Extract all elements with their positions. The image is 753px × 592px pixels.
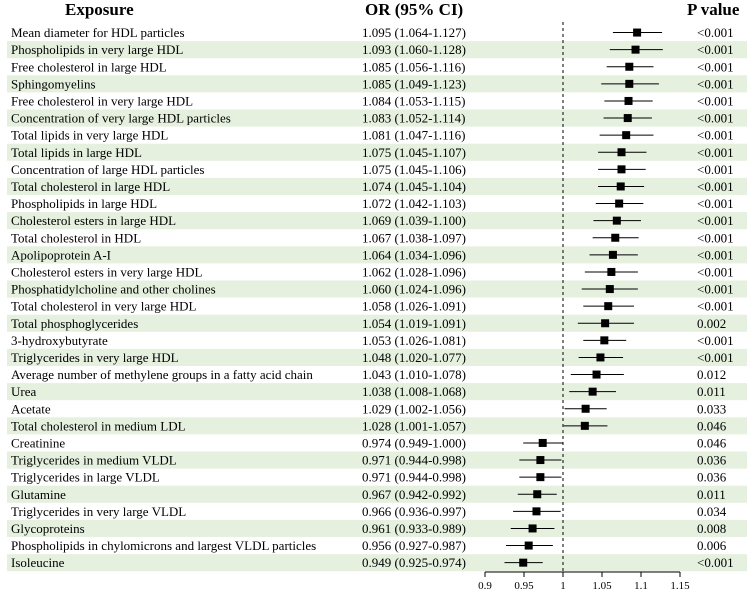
exposure-label: Phospholipids in very large HDL [11, 42, 184, 58]
or-ci-value: 0.966 (0.936-0.997) [362, 503, 466, 519]
exposure-label: Acetate [11, 401, 51, 417]
point-estimate [625, 63, 633, 71]
or-ci-value: 0.956 (0.927-0.987) [362, 538, 466, 554]
p-value: <0.001 [697, 298, 734, 314]
or-ci-value: 0.974 (0.949-1.000) [362, 435, 466, 451]
or-ci-value: 1.072 (1.042-1.103) [362, 196, 466, 212]
p-value: <0.001 [697, 127, 734, 143]
x-tick-label: 1 [560, 580, 566, 592]
or-ci-value: 1.038 (1.008-1.068) [362, 384, 466, 400]
exposure-label: Concentration of large HDL particles [11, 161, 205, 177]
point-estimate [611, 234, 619, 242]
or-ci-value: 1.074 (1.045-1.104) [362, 178, 466, 194]
exposure-label: Total cholesterol in HDL [11, 230, 142, 246]
p-value: <0.001 [697, 42, 734, 58]
exposure-label: Creatinine [11, 435, 66, 451]
exposure-label: Apolipoprotein A-I [11, 247, 112, 263]
point-estimate [600, 336, 608, 344]
exposure-label: Sphingomyelins [11, 76, 96, 92]
point-estimate [525, 542, 533, 550]
p-value: 0.011 [697, 384, 726, 400]
p-value: 0.036 [697, 452, 727, 468]
point-estimate [536, 473, 544, 481]
or-ci-value: 1.054 (1.019-1.091) [362, 315, 466, 331]
x-tick-label: 1.05 [592, 580, 612, 592]
exposure-label: Concentration of very large HDL particles [11, 110, 231, 126]
p-value: 0.006 [697, 538, 727, 554]
p-value: <0.001 [697, 247, 734, 263]
p-value: <0.001 [697, 178, 734, 194]
point-estimate [633, 29, 641, 37]
exposure-label: Glycoproteins [11, 520, 85, 536]
p-value: <0.001 [697, 59, 734, 75]
exposure-label: Free cholesterol in large HDL [11, 59, 167, 75]
point-estimate [532, 507, 540, 515]
exposure-label: Phospholipids in chylomicrons and largest VLDL particles [11, 538, 317, 554]
point-estimate [604, 302, 612, 310]
exposure-label: Triglycerides in large VLDL [11, 469, 160, 485]
or-ci-value: 0.967 (0.942-0.992) [362, 486, 466, 502]
p-value: <0.001 [697, 196, 734, 212]
or-ci-header: OR (95% CI) [365, 0, 464, 19]
exposure-label: Total phosphoglycerides [11, 315, 139, 331]
point-estimate [581, 422, 589, 430]
point-estimate [589, 388, 597, 396]
or-ci-value: 0.961 (0.933-0.989) [362, 520, 466, 536]
exposure-label: Triglycerides in medium VLDL [11, 452, 177, 468]
x-tick-label: 1.1 [634, 580, 648, 592]
p-value: <0.001 [697, 230, 734, 246]
point-estimate [519, 559, 527, 567]
or-ci-value: 1.028 (1.001-1.057) [362, 418, 466, 434]
p-value: <0.001 [697, 264, 734, 280]
p-value: <0.001 [697, 161, 734, 177]
point-estimate [622, 131, 630, 139]
exposure-label: Triglycerides in very large HDL [11, 349, 179, 365]
p-value: 0.046 [697, 418, 727, 434]
p-value: 0.002 [697, 315, 727, 331]
point-estimate [625, 80, 633, 88]
point-estimate [529, 524, 537, 532]
p-value: <0.001 [697, 349, 734, 365]
exposure-label: Total lipids in large HDL [11, 144, 142, 160]
x-tick-label: 1.15 [670, 580, 690, 592]
point-estimate [536, 456, 544, 464]
x-axis [478, 572, 690, 592]
or-ci-value: 1.067 (1.038-1.097) [362, 230, 466, 246]
p-value: 0.036 [697, 469, 727, 485]
or-ci-value: 1.095 (1.064-1.127) [362, 25, 466, 41]
exposure-label: Cholesterol esters in large HDL [11, 213, 177, 229]
or-ci-value: 1.085 (1.049-1.123) [362, 76, 466, 92]
point-estimate [533, 490, 541, 498]
exposure-label: Mean diameter for HDL particles [11, 25, 185, 41]
point-estimate [624, 114, 632, 122]
or-ci-value: 1.062 (1.028-1.096) [362, 264, 466, 280]
p-value: <0.001 [697, 555, 734, 571]
x-tick-label: 0.95 [514, 580, 534, 592]
exposure-label: Urea [11, 384, 37, 400]
point-estimate [615, 200, 623, 208]
exposure-label: Triglycerides in very large VLDL [11, 503, 187, 519]
point-estimate [601, 319, 609, 327]
point-estimate [539, 439, 547, 447]
p-value: 0.034 [697, 503, 727, 519]
exposure-header: Exposure [65, 0, 134, 19]
p-value: <0.001 [697, 144, 734, 160]
p-value: <0.001 [697, 332, 734, 348]
exposure-label: Total cholesterol in very large HDL [11, 298, 197, 314]
or-ci-value: 1.069 (1.039-1.100) [362, 213, 466, 229]
point-estimate [618, 165, 626, 173]
or-ci-value: 1.048 (1.020-1.077) [362, 349, 466, 365]
p-value: 0.033 [697, 401, 727, 417]
exposure-label: Phospholipids in large HDL [11, 196, 158, 212]
or-ci-value: 1.093 (1.060-1.128) [362, 42, 466, 58]
exposure-label: Free cholesterol in very large HDL [11, 93, 194, 109]
or-ci-value: 1.081 (1.047-1.116) [362, 127, 466, 143]
point-estimate [607, 268, 615, 276]
exposure-label: Cholesterol esters in very large HDL [11, 264, 203, 280]
exposure-label: Total cholesterol in medium LDL [11, 418, 186, 434]
p-value: 0.008 [697, 520, 727, 536]
p-value-header: P value [687, 0, 740, 19]
or-ci-value: 1.060 (1.024-1.096) [362, 281, 466, 297]
p-value: <0.001 [697, 76, 734, 92]
or-ci-value: 1.084 (1.053-1.115) [362, 93, 466, 109]
p-value: 0.011 [697, 486, 726, 502]
exposure-label: Phosphatidylcholine and other cholines [11, 281, 216, 297]
p-value: <0.001 [697, 213, 734, 229]
or-ci-value: 1.029 (1.002-1.056) [362, 401, 466, 417]
or-ci-value: 1.058 (1.026-1.091) [362, 298, 466, 314]
point-estimate [625, 97, 633, 105]
p-value: <0.001 [697, 110, 734, 126]
x-tick-label: 0.9 [478, 580, 492, 592]
point-estimate [618, 148, 626, 156]
p-value: 0.046 [697, 435, 727, 451]
or-ci-value: 1.085 (1.056-1.116) [362, 59, 466, 75]
p-value: <0.001 [697, 25, 734, 41]
p-value: 0.012 [697, 367, 727, 383]
or-ci-value: 1.064 (1.034-1.096) [362, 247, 466, 263]
or-ci-value: 0.949 (0.925-0.974) [362, 555, 466, 571]
exposure-label: Average number of methylene groups in a fatty acid chain [11, 367, 313, 383]
point-estimate [613, 217, 621, 225]
point-estimate [617, 182, 625, 190]
or-ci-value: 1.075 (1.045-1.106) [362, 161, 466, 177]
p-value: <0.001 [697, 281, 734, 297]
point-estimate [632, 46, 640, 54]
point-estimate [582, 405, 590, 413]
point-estimate [593, 371, 601, 379]
or-ci-value: 1.043 (1.010-1.078) [362, 367, 466, 383]
point-estimate [606, 285, 614, 293]
exposure-label: Total cholesterol in large HDL [11, 178, 171, 194]
exposure-label: 3-hydroxybutyrate [11, 332, 108, 348]
or-ci-value: 1.075 (1.045-1.107) [362, 144, 466, 160]
point-estimate [609, 251, 617, 259]
p-value: <0.001 [697, 93, 734, 109]
exposure-label: Total lipids in very large HDL [11, 127, 169, 143]
or-ci-value: 1.083 (1.052-1.114) [362, 110, 466, 126]
point-estimate [596, 353, 604, 361]
exposure-label: Glutamine [11, 486, 66, 502]
or-ci-value: 0.971 (0.944-0.998) [362, 452, 466, 468]
or-ci-value: 0.971 (0.944-0.998) [362, 469, 466, 485]
exposure-label: Isoleucine [11, 555, 65, 571]
or-ci-value: 1.053 (1.026-1.081) [362, 332, 466, 348]
